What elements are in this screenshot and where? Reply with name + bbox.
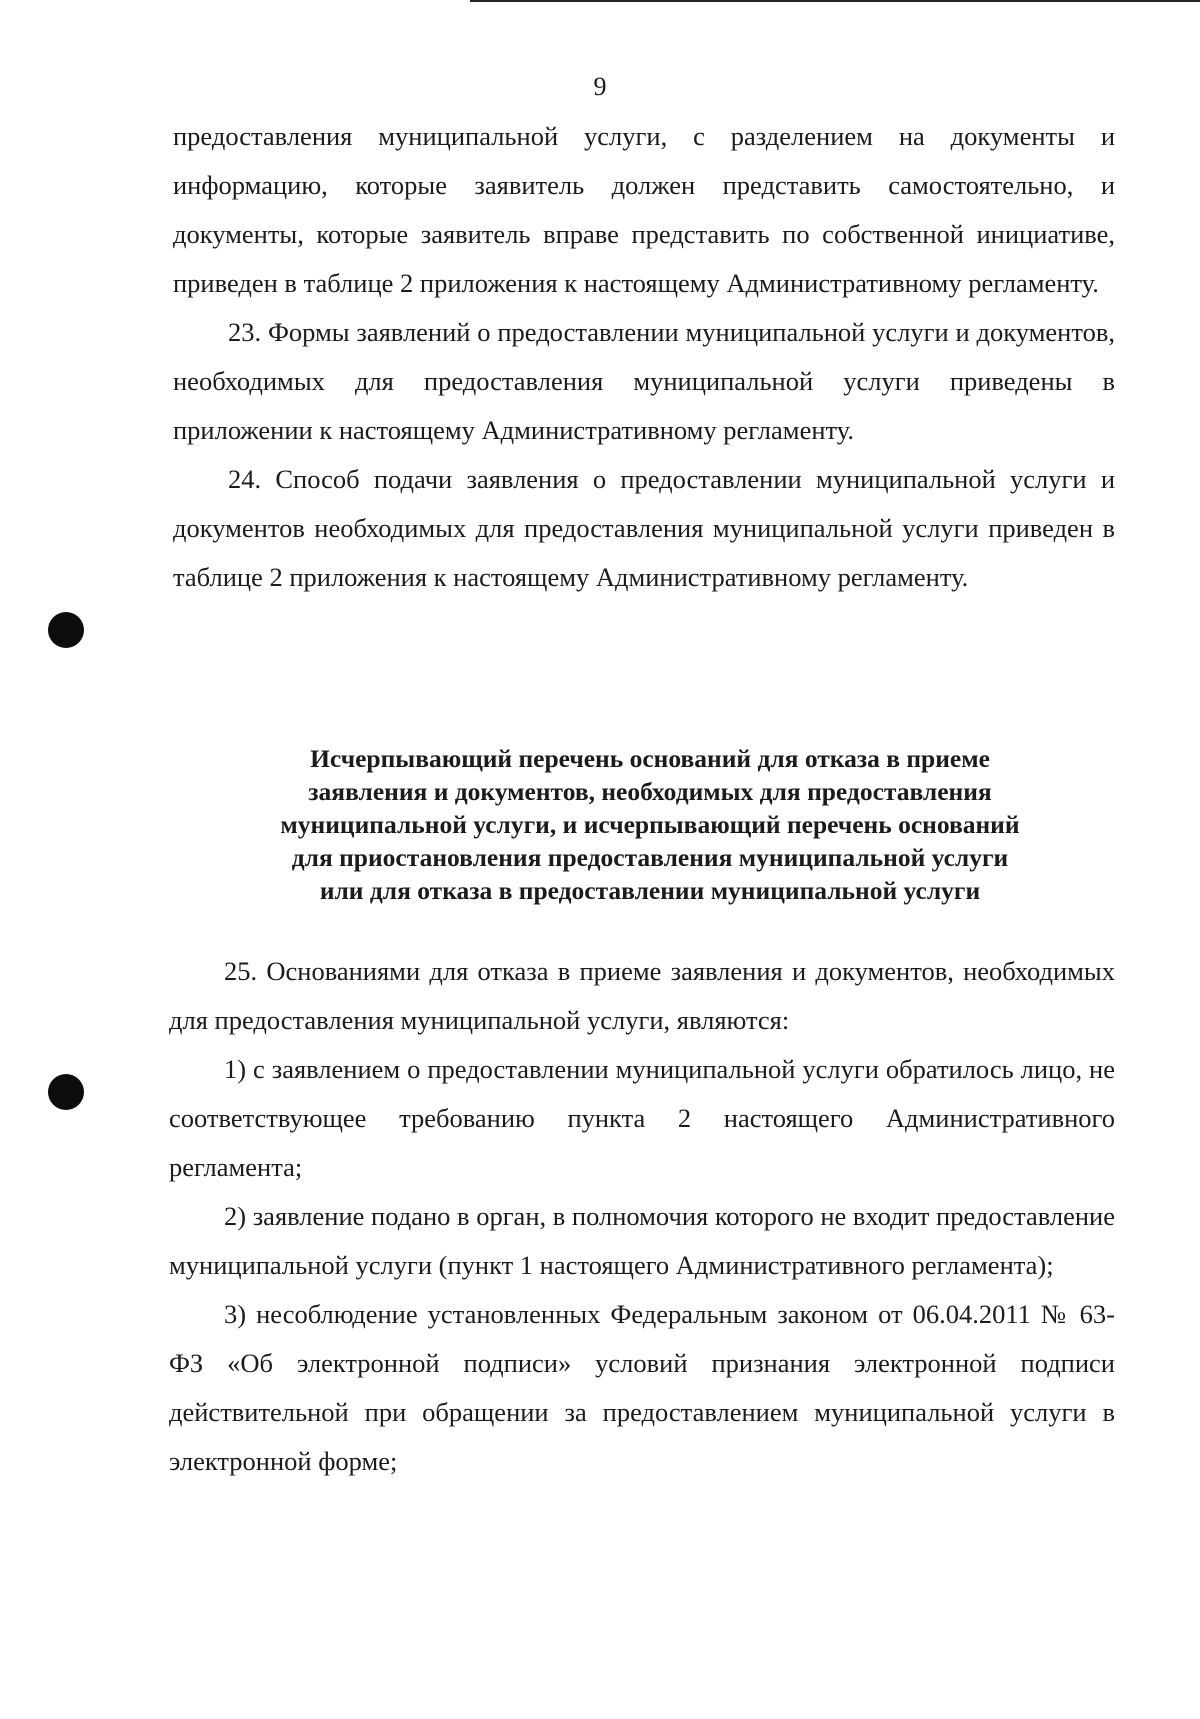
paragraph-continuation: предоставления муниципальной услуги, с разделением на документы и информацию, которые заявитель должен представить самостоятельно, и документы, которые заявитель вправе представить по собственной инициативе, приведен в таблице 2 приложения к настоящему Административному регламенту. bbox=[173, 121, 1115, 298]
heading-line: Исчерпывающий перечень оснований для отказа в приеме bbox=[310, 744, 990, 773]
binder-hole-icon bbox=[48, 1074, 84, 1110]
binder-hole-icon bbox=[48, 612, 84, 648]
top-border-line bbox=[470, 0, 1200, 2]
heading-line: заявления и документов, необходимых для предоставления bbox=[308, 777, 992, 806]
text-block-bottom bbox=[169, 947, 1115, 1486]
text-block-top bbox=[173, 112, 1115, 602]
paragraph-25: 25. Основаниями для отказа в приеме заявления и документов, необходимых для предоставления муниципальной услуги, являются: bbox=[169, 956, 1115, 1035]
list-item-1: 1) с заявлением о предоставлении муниципальной услуги обратилось лицо, не соответствующее требованию пункта 2 настоящего Административного регламента; bbox=[169, 1054, 1115, 1182]
paragraph-23: 23. Формы заявлений о предоставлении муниципальной услуги и документов, необходимых для предоставления муниципальной услуги приведены в приложении к настоящему Административному регламенту. bbox=[173, 317, 1115, 445]
paragraph-24: 24. Способ подачи заявления о предоставлении муниципальной услуги и документов необходимых для предоставления муниципальной услуги приведен в таблице 2 приложения к настоящему Административному регламенту. bbox=[173, 464, 1115, 592]
section-heading bbox=[180, 742, 1120, 907]
list-item-2: 2) заявление подано в орган, в полномочия которого не входит предоставление муниципальной услуги (пункт 1 настоящего Административного регламента); bbox=[169, 1201, 1115, 1280]
list-item-3: 3) несоблюдение установленных Федеральным законом от 06.04.2011 № 63-ФЗ «Об электронной подписи» условий признания электронной подписи действительной при обращении за предоставлением муниципальной услуги в электронной форме; bbox=[169, 1299, 1115, 1476]
heading-line: для приостановления предоставления муниципальной услуги bbox=[291, 843, 1009, 872]
heading-line: муниципальной услуги, и исчерпывающий перечень оснований bbox=[280, 810, 1020, 839]
page-number: 9 bbox=[593, 72, 607, 101]
heading-line: или для отказа в предоставлении муниципальной услуги bbox=[319, 876, 981, 905]
